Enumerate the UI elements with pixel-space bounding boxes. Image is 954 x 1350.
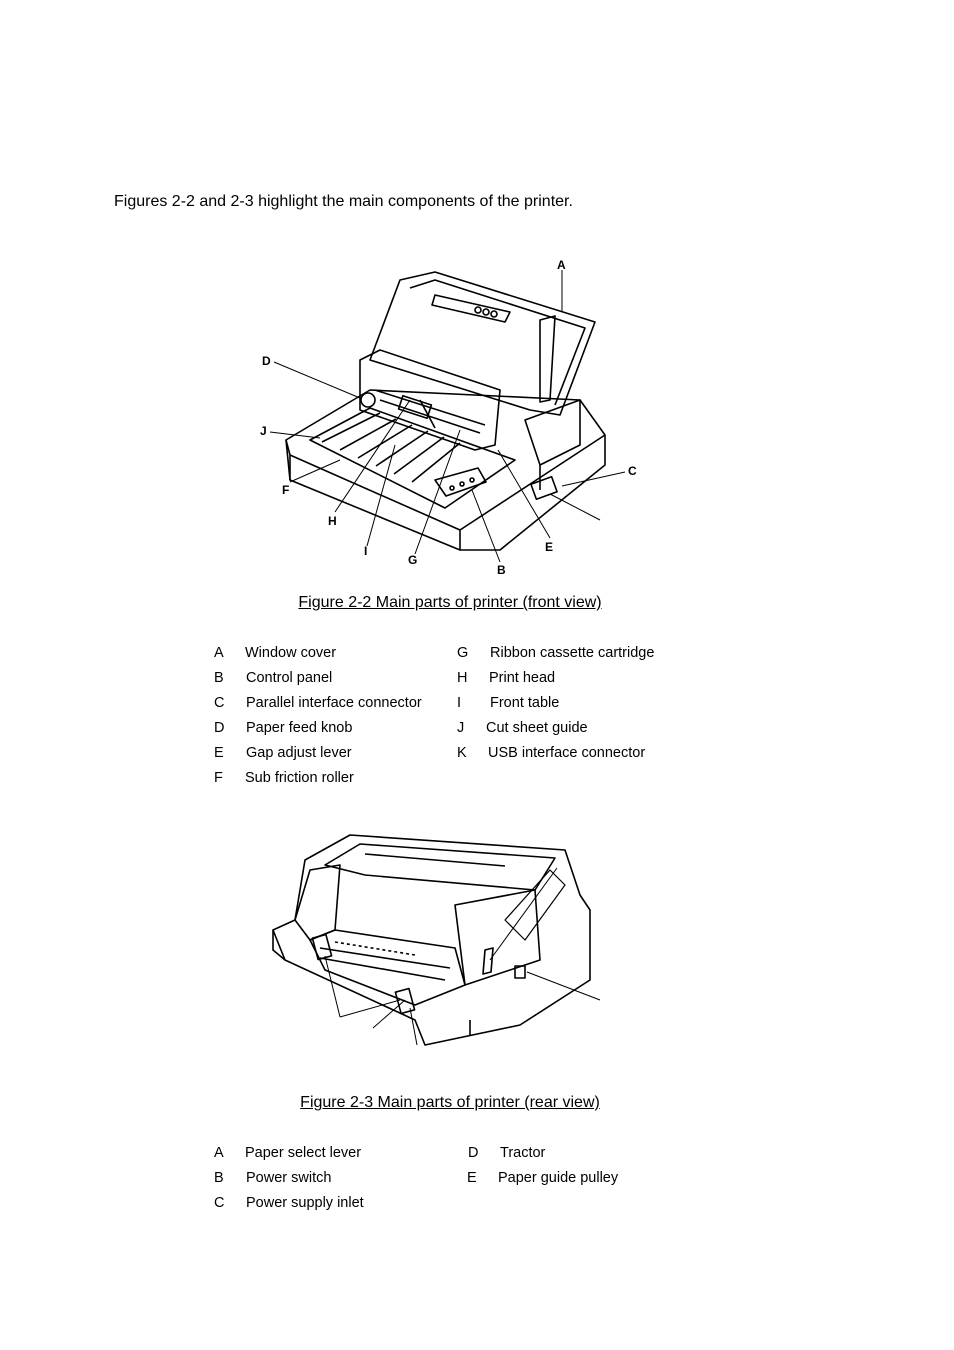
figure-2-2-caption: Figure 2-2 Main parts of printer (front view)	[298, 594, 602, 611]
printer-rear-view-drawing	[265, 830, 610, 1050]
callout-e: E	[545, 540, 554, 554]
callout-f: F	[282, 483, 290, 497]
callout-b: B	[497, 563, 506, 577]
callout-i: I	[364, 544, 368, 558]
callout-c: C	[628, 464, 637, 478]
callout-d: D	[262, 354, 271, 368]
callout-h: H	[328, 514, 337, 528]
callout-a: A	[557, 258, 566, 272]
printer-front-view-drawing	[250, 250, 650, 580]
callout-g: G	[408, 553, 418, 567]
figure-2-3-caption: Figure 2-3 Main parts of printer (rear view)	[300, 1094, 600, 1111]
callout-j: J	[260, 424, 267, 438]
intro-paragraph: Figures 2-2 and 2-3 highlight the main components of the printer.	[114, 193, 573, 210]
